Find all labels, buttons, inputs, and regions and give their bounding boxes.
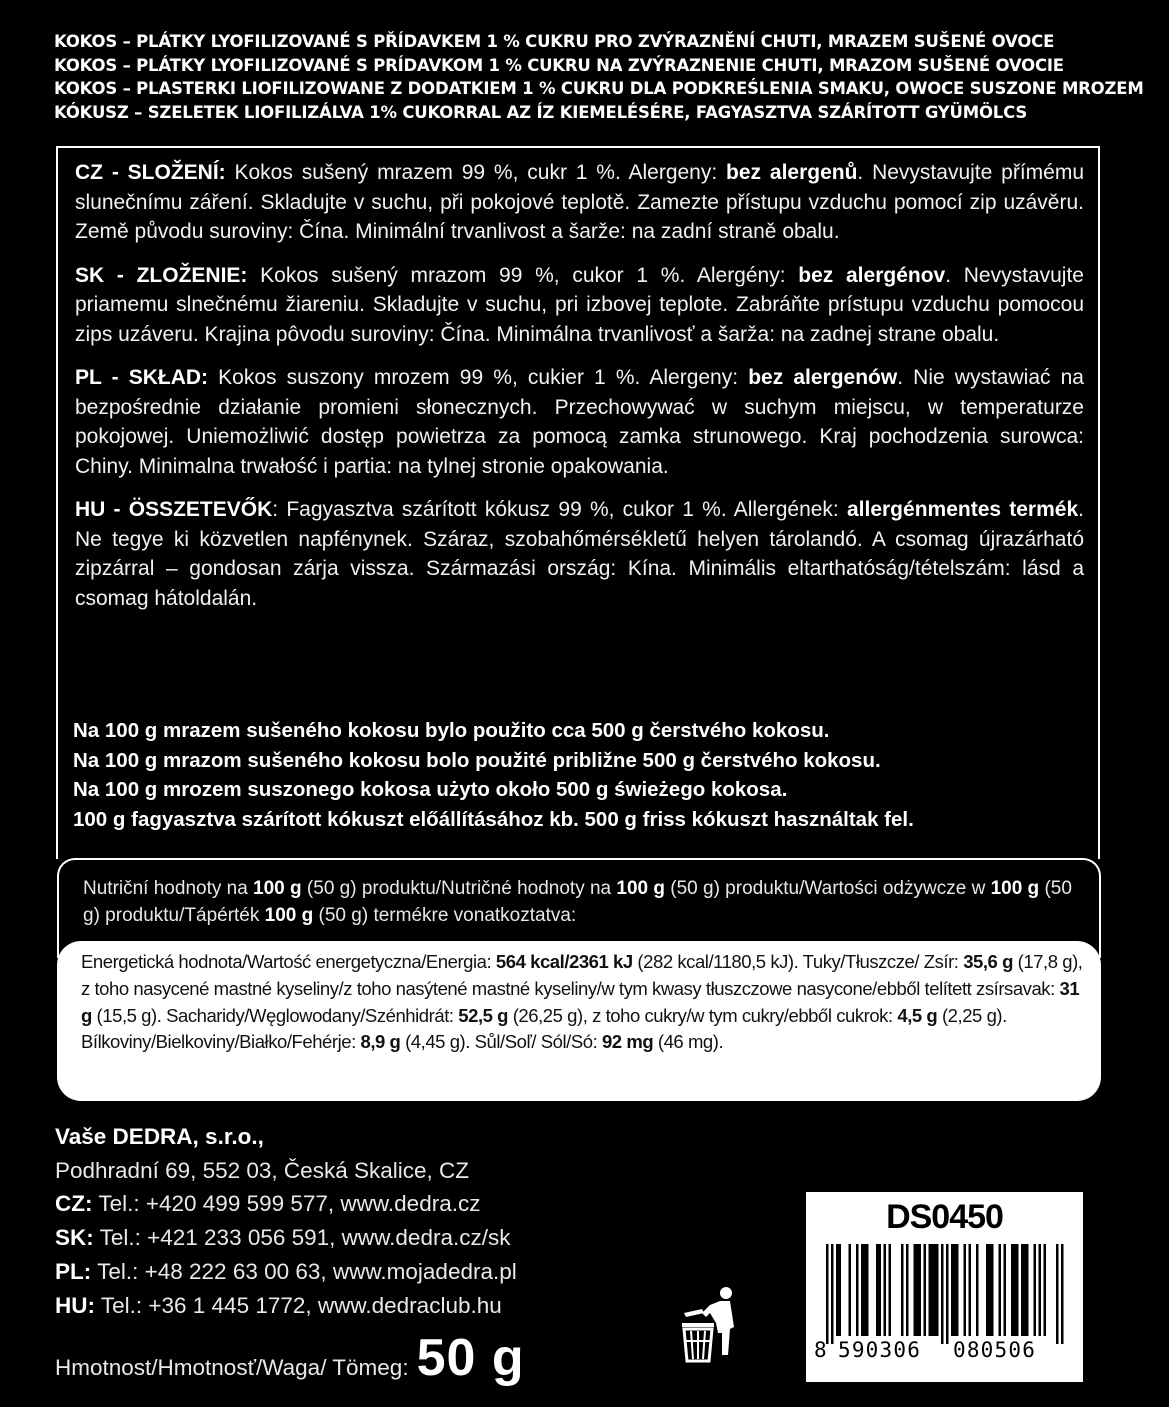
ingredients-hu-label: HU - ÖSSZETEVŐK: [75, 498, 273, 521]
protein-value: 8,9 g: [360, 1031, 401, 1053]
contact-hu: HU: Tel.: +36 1 445 1772, www.dedraclub.hu: [55, 1292, 502, 1318]
fresh-equivalent-statement: [73, 716, 1113, 834]
contact-pl: PL: Tel.: +48 222 63 00 63, www.mojadedra.pl: [55, 1258, 517, 1284]
title-sk: KOKOS – PLÁTKY LYOFILIZOVANÉ S PRÍDAVKOM 1 % CUKRU NA ZVÝRAZNENIE CHUTI, MRAZOM SUŠENÉ OVOCIE: [54, 55, 1064, 75]
company-name: Vaše DEDRA, s.r.o.,: [55, 1124, 264, 1149]
title-hu: KÓKUSZ – SZELETEK LIOFILIZÁLVA 1% CUKORRAL AZ ÍZ KIEMELÉSÉRE, FAGYASZTVA SZÁRÍTOTT GYÜMÖLCS: [54, 102, 1028, 122]
fresh-sk: Na 100 g mrazom sušeného kokosu bolo použité približne 500 g čerstvého kokosu.: [73, 748, 881, 772]
nutrition-header: Nutriční hodnoty na 100 g (50 g) produktu/Nutričné hodnoty na 100 g (50 g) produktu/Wartości odżywcze w 100 g (50 g) produktu/Tápérték 100 g (50 g) termékre vonatkoztatva:: [57, 858, 1101, 958]
nutrition-values: Energetická hodnota/Wartość energetyczna/Energia: 564 kcal/2361 kJ (282 kcal/1180,5 kJ). Tuky/Tłuszcze/ Zsír: 35,6 g (17,8 g), z toho nasycené mastné kyseliny/z toho nasýtené mastné kyseliny/w tym kwasy tłuszczowe nasycone/ebből telített zsírsavak: 31 g (15,5 g). Sacharidy/Węglowodany/Szénhidrát: 52,5 g (26,25 g), z toho cukry/w tym cukry/ebből cukrok: 4,5 g (2,25 g). Bílkoviny/Bielkoviny/Białko/Fehérje: 8,9 g (4,45 g). Sůl/Soľ/ Sól/Só: 92 mg (46 mg).: [57, 941, 1101, 1101]
ean-right-group: 080506: [953, 1338, 1037, 1362]
company-info: [55, 1120, 517, 1322]
net-weight: [55, 1328, 525, 1388]
ingredients-cz: CZ - SLOŽENÍ: Kokos sušený mrazem 99 %, cukr 1 %. Alergeny: bez alergenů. Nevystavujte přímému slunečnímu záření. Skladujte v suchu, při pokojové teplotě. Zamezte přístupu vzduchu pomocí zip uzávěru. Země původu suroviny: Čína. Minimální trvanlivost a šarže: na zadní straně obalu.: [75, 161, 1084, 243]
ean-first-digit: 8: [814, 1338, 828, 1362]
title-pl: KOKOS – PLASTERKI LIOFILIZOWANE Z DODATKIEM 1 % CUKRU DLA PODKREŚLENIA SMAKU, OWOCE SUSZONE MROZEM: [54, 79, 1144, 98]
product-code: DS0450: [886, 1198, 1003, 1236]
weight-label: Hmotnost/Hmotnosť/Waga/ Tömeg:: [55, 1355, 409, 1380]
barcode-label: [806, 1192, 1083, 1382]
ingredients-pl-label: PL - SKŁAD:: [75, 366, 209, 389]
ingredients-sk-label: SK - ZLOŽENIE:: [75, 263, 248, 287]
carbohydrate-value: 52,5 g: [458, 1004, 509, 1026]
ingredients-cz-label: CZ - SLOŽENÍ:: [75, 161, 226, 184]
energy-value: 564 kcal/2361 kJ: [495, 951, 633, 972]
fat-value: 35,6 g: [963, 951, 1013, 972]
fresh-cz: Na 100 g mrazem sušeného kokosu bylo použito cca 500 g čerstvého kokosu.: [73, 719, 830, 742]
tidyman-trash-icon: [680, 1283, 750, 1383]
saturated-fat-value: 31 g: [81, 977, 1080, 1026]
salt-value: 92 mg: [601, 1031, 654, 1053]
product-titles: [54, 30, 1144, 124]
title-cz: KOKOS – PLÁTKY LYOFILIZOVANÉ S PŘÍDAVKEM 1 % CUKRU PRO ZVÝRAZNĚNÍ CHUTI, MRAZEM SUŠENÉ OVOCE: [54, 32, 1055, 51]
contact-sk: SK: Tel.: +421 233 056 591, www.dedra.cz/sk: [55, 1225, 511, 1251]
sugar-value: 4,5 g: [897, 1004, 938, 1026]
weight-value: 50 g: [416, 1329, 525, 1387]
fresh-hu: 100 g fagyasztva szárított kókuszt előállításához kb. 500 g friss kókuszt használtak fel.: [73, 807, 914, 831]
ean-left-group: 590306: [838, 1338, 922, 1362]
ingredients-sk: SK - ZLOŽENIE: Kokos sušený mrazom 99 %, cukor 1 %. Alergény: bez alergénov. Nevystavujte priamemu slnečnému žiareniu. Skladujte v suchu, pri izbovej teplote. Zabráňte prístupu vzduchu pomocou zips uzáveru. Krajina pôvodu suroviny: Čína. Minimálna trvanlivosť a šarža: na zadnej strane obalu.: [75, 263, 1084, 346]
fresh-pl: Na 100 g mrozem suszonego kokosa użyto około 500 g świeżego kokosa.: [73, 778, 788, 801]
ingredients-hu: HU - ÖSSZETEVŐK: Fagyasztva szárított kókusz 99 %, cukor 1 %. Allergének: allergénmentes termék. Ne tegye ki közvetlen napfénynek. Száraz, szobahőmérsékletű helyen tárolandó. A csomag újrazárható zipzárral – gondosan zárja vissza. Származási ország: Kína. Minimális eltarthatóság/tételszám: lásd a csomag hátoldalán.: [75, 498, 1084, 610]
ingredients-pl: PL - SKŁAD: Kokos suszony mrozem 99 %, cukier 1 %. Alergeny: bez alergenów. Nie wystawiać na bezpośrednie działanie promieni słonecznych. Przechowywać w suchym miejscu, w temperaturze pokojowej. Uniemożliwić dostęp powietrza za pomocą zamka strunowego. Kraj pochodzenia surowca: Chiny. Minimalna trwałość i partia: na tylnej stronie opakowania.: [75, 366, 1084, 478]
company-address: Podhradní 69, 552 03, Česká Skalice, CZ: [55, 1157, 469, 1183]
barcode-icon: [818, 1244, 1070, 1344]
contact-cz: CZ: Tel.: +420 499 599 577, www.dedra.cz: [55, 1191, 481, 1217]
